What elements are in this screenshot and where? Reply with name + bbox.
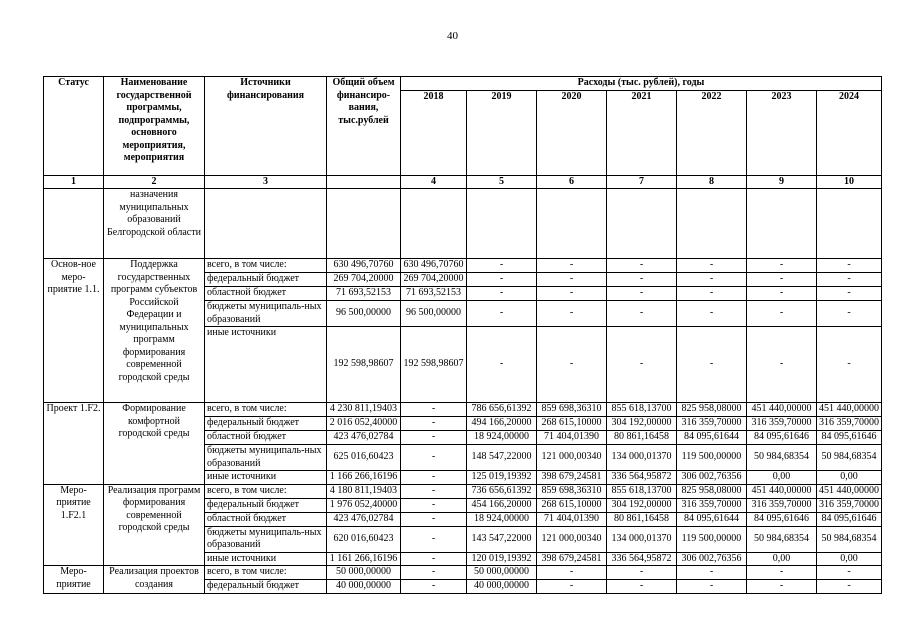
- cont-source-cell: [205, 189, 327, 259]
- total-cell: 50 000,00000: [327, 566, 401, 580]
- year-value-cell: 71 404,01390: [537, 431, 607, 445]
- year-value-cell: -: [401, 417, 467, 431]
- year-value-cell: -: [607, 580, 677, 594]
- cont-cell: [747, 189, 817, 259]
- year-value-cell: 50 984,68354: [817, 445, 882, 471]
- cont-total-cell: [327, 189, 401, 259]
- year-value-cell: -: [747, 327, 817, 403]
- year-value-cell: -: [747, 580, 817, 594]
- year-value-cell: 306 002,76356: [677, 552, 747, 566]
- header-name: Наименование государственной программы, подпрограммы, основного мероприятия, мероприятия: [104, 77, 205, 176]
- year-value-cell: 316 359,70000: [677, 417, 747, 431]
- cont-cell: [401, 189, 467, 259]
- total-cell: 192 598,98607: [327, 327, 401, 403]
- year-value-cell: -: [747, 259, 817, 273]
- cont-cell: [537, 189, 607, 259]
- table-row: [44, 403, 882, 417]
- source-cell: федеральный бюджет: [205, 498, 327, 512]
- year-value-cell: -: [607, 259, 677, 273]
- year-value-cell: -: [677, 259, 747, 273]
- year-value-cell: -: [467, 287, 537, 301]
- total-cell: 4 230 811,19403: [327, 403, 401, 417]
- year-value-cell: -: [401, 580, 467, 594]
- header-status: Статус: [44, 77, 104, 176]
- year-value-cell: 304 192,00000: [607, 417, 677, 431]
- column-number: 6: [537, 175, 607, 189]
- year-value-cell: -: [817, 287, 882, 301]
- year-value-cell: -: [607, 566, 677, 580]
- column-number: 3: [205, 175, 327, 189]
- year-value-cell: 454 166,20000: [467, 498, 537, 512]
- year-value-cell: 316 359,70000: [747, 417, 817, 431]
- year-value-cell: 451 440,00000: [817, 403, 882, 417]
- year-value-cell: 18 924,00000: [467, 431, 537, 445]
- source-cell: федеральный бюджет: [205, 417, 327, 431]
- total-cell: 269 704,20000: [327, 273, 401, 287]
- year-value-cell: 84 095,61644: [677, 512, 747, 526]
- header-year: 2021: [607, 90, 677, 175]
- year-value-cell: 269 704,20000: [401, 273, 467, 287]
- year-value-cell: -: [677, 273, 747, 287]
- source-cell: областной бюджет: [205, 287, 327, 301]
- year-value-cell: 50 984,68354: [747, 526, 817, 552]
- year-value-cell: -: [677, 327, 747, 403]
- year-value-cell: -: [817, 259, 882, 273]
- page-number: 40: [447, 30, 458, 42]
- source-cell: всего, в том числе:: [205, 403, 327, 417]
- year-value-cell: 0,00: [817, 471, 882, 485]
- year-value-cell: -: [817, 580, 882, 594]
- status-cell: Проект 1.F2.: [44, 403, 104, 485]
- source-cell: областной бюджет: [205, 512, 327, 526]
- year-value-cell: -: [467, 259, 537, 273]
- year-value-cell: 0,00: [817, 552, 882, 566]
- year-value-cell: 96 500,00000: [401, 301, 467, 327]
- year-value-cell: -: [537, 287, 607, 301]
- status-cell: Меро-приятие 1.F2.1: [44, 484, 104, 566]
- program-name-cell: Реализация проектов создания: [104, 566, 205, 594]
- year-value-cell: -: [537, 327, 607, 403]
- year-value-cell: -: [537, 273, 607, 287]
- column-number: 1: [44, 175, 104, 189]
- source-cell: бюджеты муниципаль-ных образований: [205, 445, 327, 471]
- year-value-cell: -: [747, 566, 817, 580]
- total-cell: 1 166 266,16196: [327, 471, 401, 485]
- source-cell: областной бюджет: [205, 431, 327, 445]
- cont-cell: [817, 189, 882, 259]
- status-cell: Меро-приятие: [44, 566, 104, 594]
- year-value-cell: 316 359,70000: [677, 498, 747, 512]
- year-value-cell: 192 598,98607: [401, 327, 467, 403]
- total-cell: 620 016,60423: [327, 526, 401, 552]
- total-cell: 71 693,52153: [327, 287, 401, 301]
- year-value-cell: 50 984,68354: [747, 445, 817, 471]
- source-cell: иные источники: [205, 552, 327, 566]
- header-sources: Источники финансирования: [205, 77, 327, 176]
- program-name-cell: Реализация программ формирования современной городской среды: [104, 484, 205, 566]
- year-value-cell: 825 958,08000: [677, 403, 747, 417]
- year-value-cell: 736 656,61392: [467, 484, 537, 498]
- header-year: 2022: [677, 90, 747, 175]
- total-cell: 2 016 052,40000: [327, 417, 401, 431]
- year-value-cell: 398 679,24581: [537, 471, 607, 485]
- year-value-cell: 630 496,70760: [401, 259, 467, 273]
- cont-cell: [677, 189, 747, 259]
- source-cell: бюджеты муниципаль-ных образований: [205, 301, 327, 327]
- year-value-cell: -: [607, 287, 677, 301]
- year-value-cell: 336 564,95872: [607, 552, 677, 566]
- year-value-cell: 786 656,61392: [467, 403, 537, 417]
- column-number: 10: [817, 175, 882, 189]
- table-row: [44, 259, 882, 273]
- year-value-cell: 316 359,70000: [817, 498, 882, 512]
- column-number: 8: [677, 175, 747, 189]
- year-value-cell: 859 698,36310: [537, 484, 607, 498]
- year-value-cell: 119 500,00000: [677, 445, 747, 471]
- year-value-cell: 268 615,10000: [537, 417, 607, 431]
- year-value-cell: 134 000,01370: [607, 445, 677, 471]
- year-value-cell: -: [401, 566, 467, 580]
- header-year: 2020: [537, 90, 607, 175]
- year-value-cell: 84 095,61646: [747, 512, 817, 526]
- year-value-cell: 71 404,01390: [537, 512, 607, 526]
- program-name-cell: Поддержка государственных программ субъектов Российской Федерации и муниципальных программ формирования современной городской среды: [104, 259, 205, 403]
- year-value-cell: 50 000,00000: [467, 566, 537, 580]
- year-value-cell: -: [401, 512, 467, 526]
- table-row: [44, 566, 882, 580]
- year-value-cell: 134 000,01370: [607, 526, 677, 552]
- source-cell: всего, в том числе:: [205, 484, 327, 498]
- total-cell: 1 161 266,16196: [327, 552, 401, 566]
- year-value-cell: 855 618,13700: [607, 484, 677, 498]
- header-year: 2019: [467, 90, 537, 175]
- year-value-cell: -: [401, 526, 467, 552]
- year-value-cell: 80 861,16458: [607, 512, 677, 526]
- total-cell: 625 016,60423: [327, 445, 401, 471]
- year-value-cell: -: [401, 431, 467, 445]
- year-value-cell: 0,00: [747, 552, 817, 566]
- total-cell: 423 476,02784: [327, 512, 401, 526]
- year-value-cell: 143 547,22000: [467, 526, 537, 552]
- year-value-cell: -: [747, 273, 817, 287]
- source-cell: федеральный бюджет: [205, 273, 327, 287]
- column-number: 5: [467, 175, 537, 189]
- year-value-cell: -: [677, 301, 747, 327]
- total-cell: 423 476,02784: [327, 431, 401, 445]
- year-value-cell: 84 095,61646: [817, 512, 882, 526]
- year-value-cell: 120 019,19392: [467, 552, 537, 566]
- total-cell: 630 496,70760: [327, 259, 401, 273]
- source-cell: иные источники: [205, 471, 327, 485]
- year-value-cell: 398 679,24581: [537, 552, 607, 566]
- year-value-cell: -: [467, 301, 537, 327]
- year-value-cell: 121 000,00340: [537, 445, 607, 471]
- header-year: 2024: [817, 90, 882, 175]
- year-value-cell: 304 192,00000: [607, 498, 677, 512]
- source-cell: бюджеты муниципаль-ных образований: [205, 526, 327, 552]
- year-value-cell: 148 547,22000: [467, 445, 537, 471]
- source-cell: всего, в том числе:: [205, 566, 327, 580]
- status-cell: Основ-ное меро-приятие 1.1.: [44, 259, 104, 403]
- year-value-cell: 306 002,76356: [677, 471, 747, 485]
- year-value-cell: -: [817, 327, 882, 403]
- year-value-cell: -: [401, 445, 467, 471]
- year-value-cell: 268 615,10000: [537, 498, 607, 512]
- year-value-cell: 125 019,19392: [467, 471, 537, 485]
- year-value-cell: -: [677, 287, 747, 301]
- year-value-cell: 84 095,61646: [747, 431, 817, 445]
- year-value-cell: 451 440,00000: [747, 484, 817, 498]
- year-value-cell: -: [747, 287, 817, 301]
- year-value-cell: -: [401, 552, 467, 566]
- year-value-cell: -: [747, 301, 817, 327]
- year-value-cell: -: [607, 273, 677, 287]
- year-value-cell: 316 359,70000: [817, 417, 882, 431]
- year-value-cell: 71 693,52153: [401, 287, 467, 301]
- cont-status-cell: [44, 189, 104, 259]
- header-expenses: Расходы (тыс. рублей), годы: [401, 77, 882, 91]
- year-value-cell: -: [537, 566, 607, 580]
- total-cell: 4 180 811,19403: [327, 484, 401, 498]
- program-name-cell: Формирование комфортной городской среды: [104, 403, 205, 485]
- year-value-cell: -: [537, 301, 607, 327]
- budget-table: [43, 76, 882, 594]
- year-value-cell: -: [607, 327, 677, 403]
- source-cell: федеральный бюджет: [205, 580, 327, 594]
- year-value-cell: -: [401, 498, 467, 512]
- header-total: Общий объем финансиро-вания, тыс.рублей: [327, 77, 401, 176]
- year-value-cell: -: [817, 273, 882, 287]
- year-value-cell: -: [607, 301, 677, 327]
- header-year: 2018: [401, 90, 467, 175]
- source-cell: иные источники: [205, 327, 327, 403]
- year-value-cell: -: [401, 484, 467, 498]
- year-value-cell: -: [817, 301, 882, 327]
- header-year: 2023: [747, 90, 817, 175]
- year-value-cell: 451 440,00000: [817, 484, 882, 498]
- year-value-cell: 316 359,70000: [747, 498, 817, 512]
- year-value-cell: 84 095,61644: [677, 431, 747, 445]
- total-cell: 1 976 052,40000: [327, 498, 401, 512]
- year-value-cell: 494 166,20000: [467, 417, 537, 431]
- year-value-cell: -: [537, 580, 607, 594]
- year-value-cell: -: [537, 259, 607, 273]
- year-value-cell: 40 000,00000: [467, 580, 537, 594]
- column-number: [327, 175, 401, 189]
- total-cell: 96 500,00000: [327, 301, 401, 327]
- total-cell: 40 000,00000: [327, 580, 401, 594]
- year-value-cell: -: [401, 471, 467, 485]
- year-value-cell: 119 500,00000: [677, 526, 747, 552]
- year-value-cell: 855 618,13700: [607, 403, 677, 417]
- year-value-cell: 84 095,61646: [817, 431, 882, 445]
- column-number: 9: [747, 175, 817, 189]
- cont-cell: [607, 189, 677, 259]
- year-value-cell: -: [677, 580, 747, 594]
- year-value-cell: 336 564,95872: [607, 471, 677, 485]
- cont-cell: [467, 189, 537, 259]
- source-cell: всего, в том числе:: [205, 259, 327, 273]
- year-value-cell: -: [467, 327, 537, 403]
- column-number: 7: [607, 175, 677, 189]
- column-number: 2: [104, 175, 205, 189]
- year-value-cell: -: [467, 273, 537, 287]
- year-value-cell: 121 000,00340: [537, 526, 607, 552]
- year-value-cell: 18 924,00000: [467, 512, 537, 526]
- year-value-cell: -: [401, 403, 467, 417]
- year-value-cell: 50 984,68354: [817, 526, 882, 552]
- year-value-cell: -: [677, 566, 747, 580]
- year-value-cell: 0,00: [747, 471, 817, 485]
- year-value-cell: 451 440,00000: [747, 403, 817, 417]
- cont-name-cell: назначения муниципальных образований Белгородской области: [104, 189, 205, 259]
- year-value-cell: 825 958,08000: [677, 484, 747, 498]
- year-value-cell: 80 861,16458: [607, 431, 677, 445]
- year-value-cell: 859 698,36310: [537, 403, 607, 417]
- table-row: [44, 484, 882, 498]
- year-value-cell: -: [817, 566, 882, 580]
- column-number: 4: [401, 175, 467, 189]
